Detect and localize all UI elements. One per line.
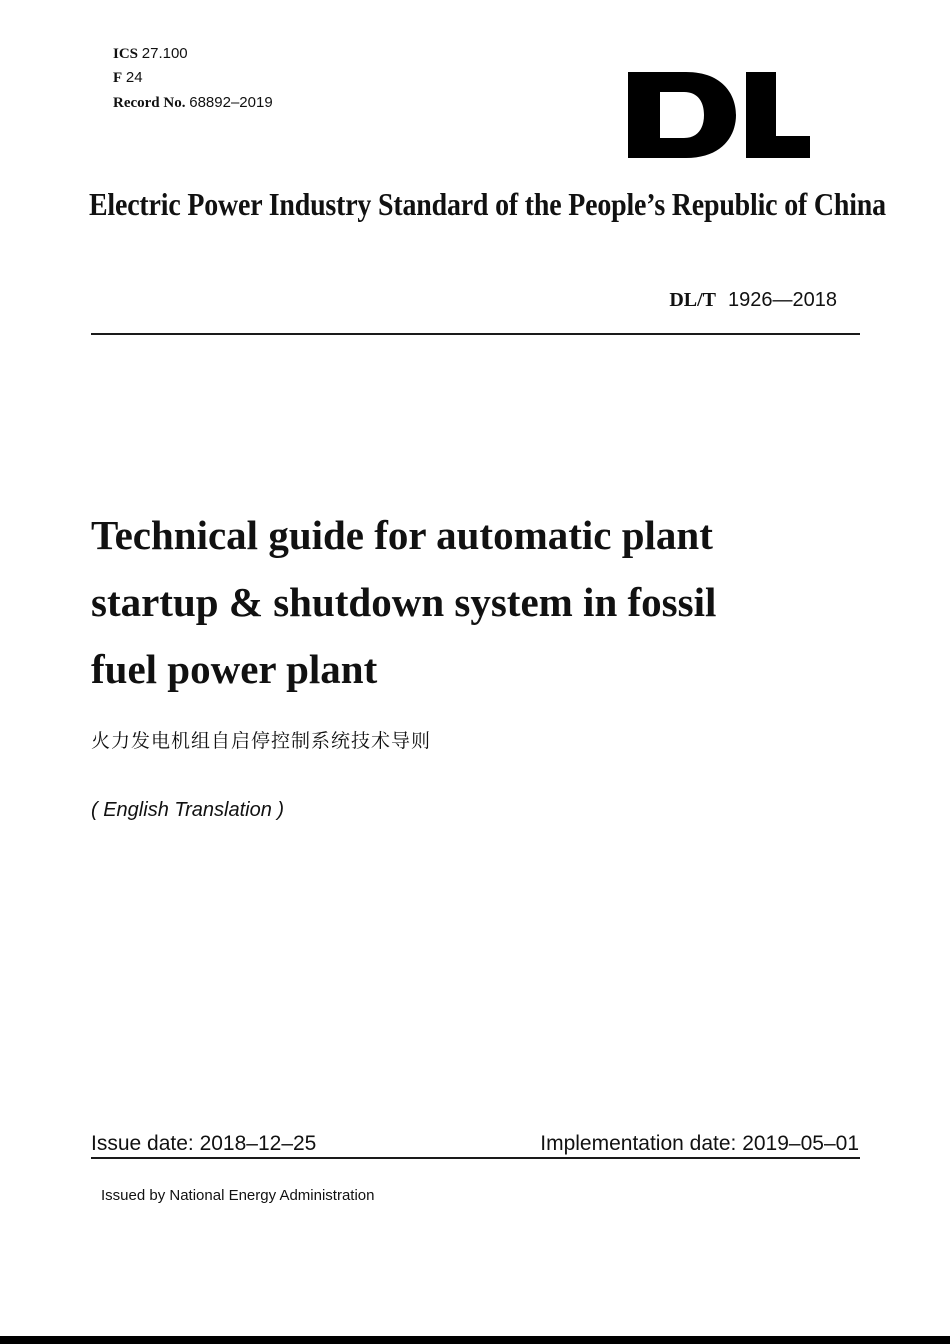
translation-note: ( English Translation ) [91, 799, 285, 821]
standard-code: 1926—2018 [728, 289, 837, 311]
issue-date: Issue date: 2018–12–25 [91, 1132, 317, 1155]
document-title-line-2: startup & shutdown system in fossil [91, 579, 717, 625]
bottom-edge-band [0, 1336, 950, 1344]
issuing-authority: Issued by National Energy Administration [101, 1187, 375, 1204]
ics-code [113, 45, 188, 63]
standard-prefix: DL/T [669, 289, 717, 311]
logo-letter-d [628, 72, 736, 158]
industry-standard-title: Electric Power Industry Standard of the People’s Republic of China [89, 186, 886, 222]
ics-value: 27.100 [141, 45, 188, 62]
document-title-line-1: Technical guide for automatic plant [91, 512, 713, 558]
ics-label: ICS [113, 46, 139, 62]
header-divider [91, 333, 860, 335]
chinese-title: 火力发电机组自启停控制系统技术导则 [91, 730, 432, 752]
document-title-line-3: fuel power plant [91, 646, 378, 692]
standard-number [669, 288, 837, 312]
classification-value: 24 [125, 69, 143, 86]
dl-logo [626, 56, 816, 168]
footer-divider [91, 1157, 860, 1159]
classification-code [113, 69, 143, 87]
record-label: Record No. [113, 95, 186, 111]
implementation-date: Implementation date: 2019–05–01 [540, 1132, 859, 1155]
logo-letter-l [746, 72, 810, 158]
classification-label: F [113, 70, 123, 86]
record-number [113, 94, 273, 112]
record-value: 68892–2019 [189, 94, 273, 111]
